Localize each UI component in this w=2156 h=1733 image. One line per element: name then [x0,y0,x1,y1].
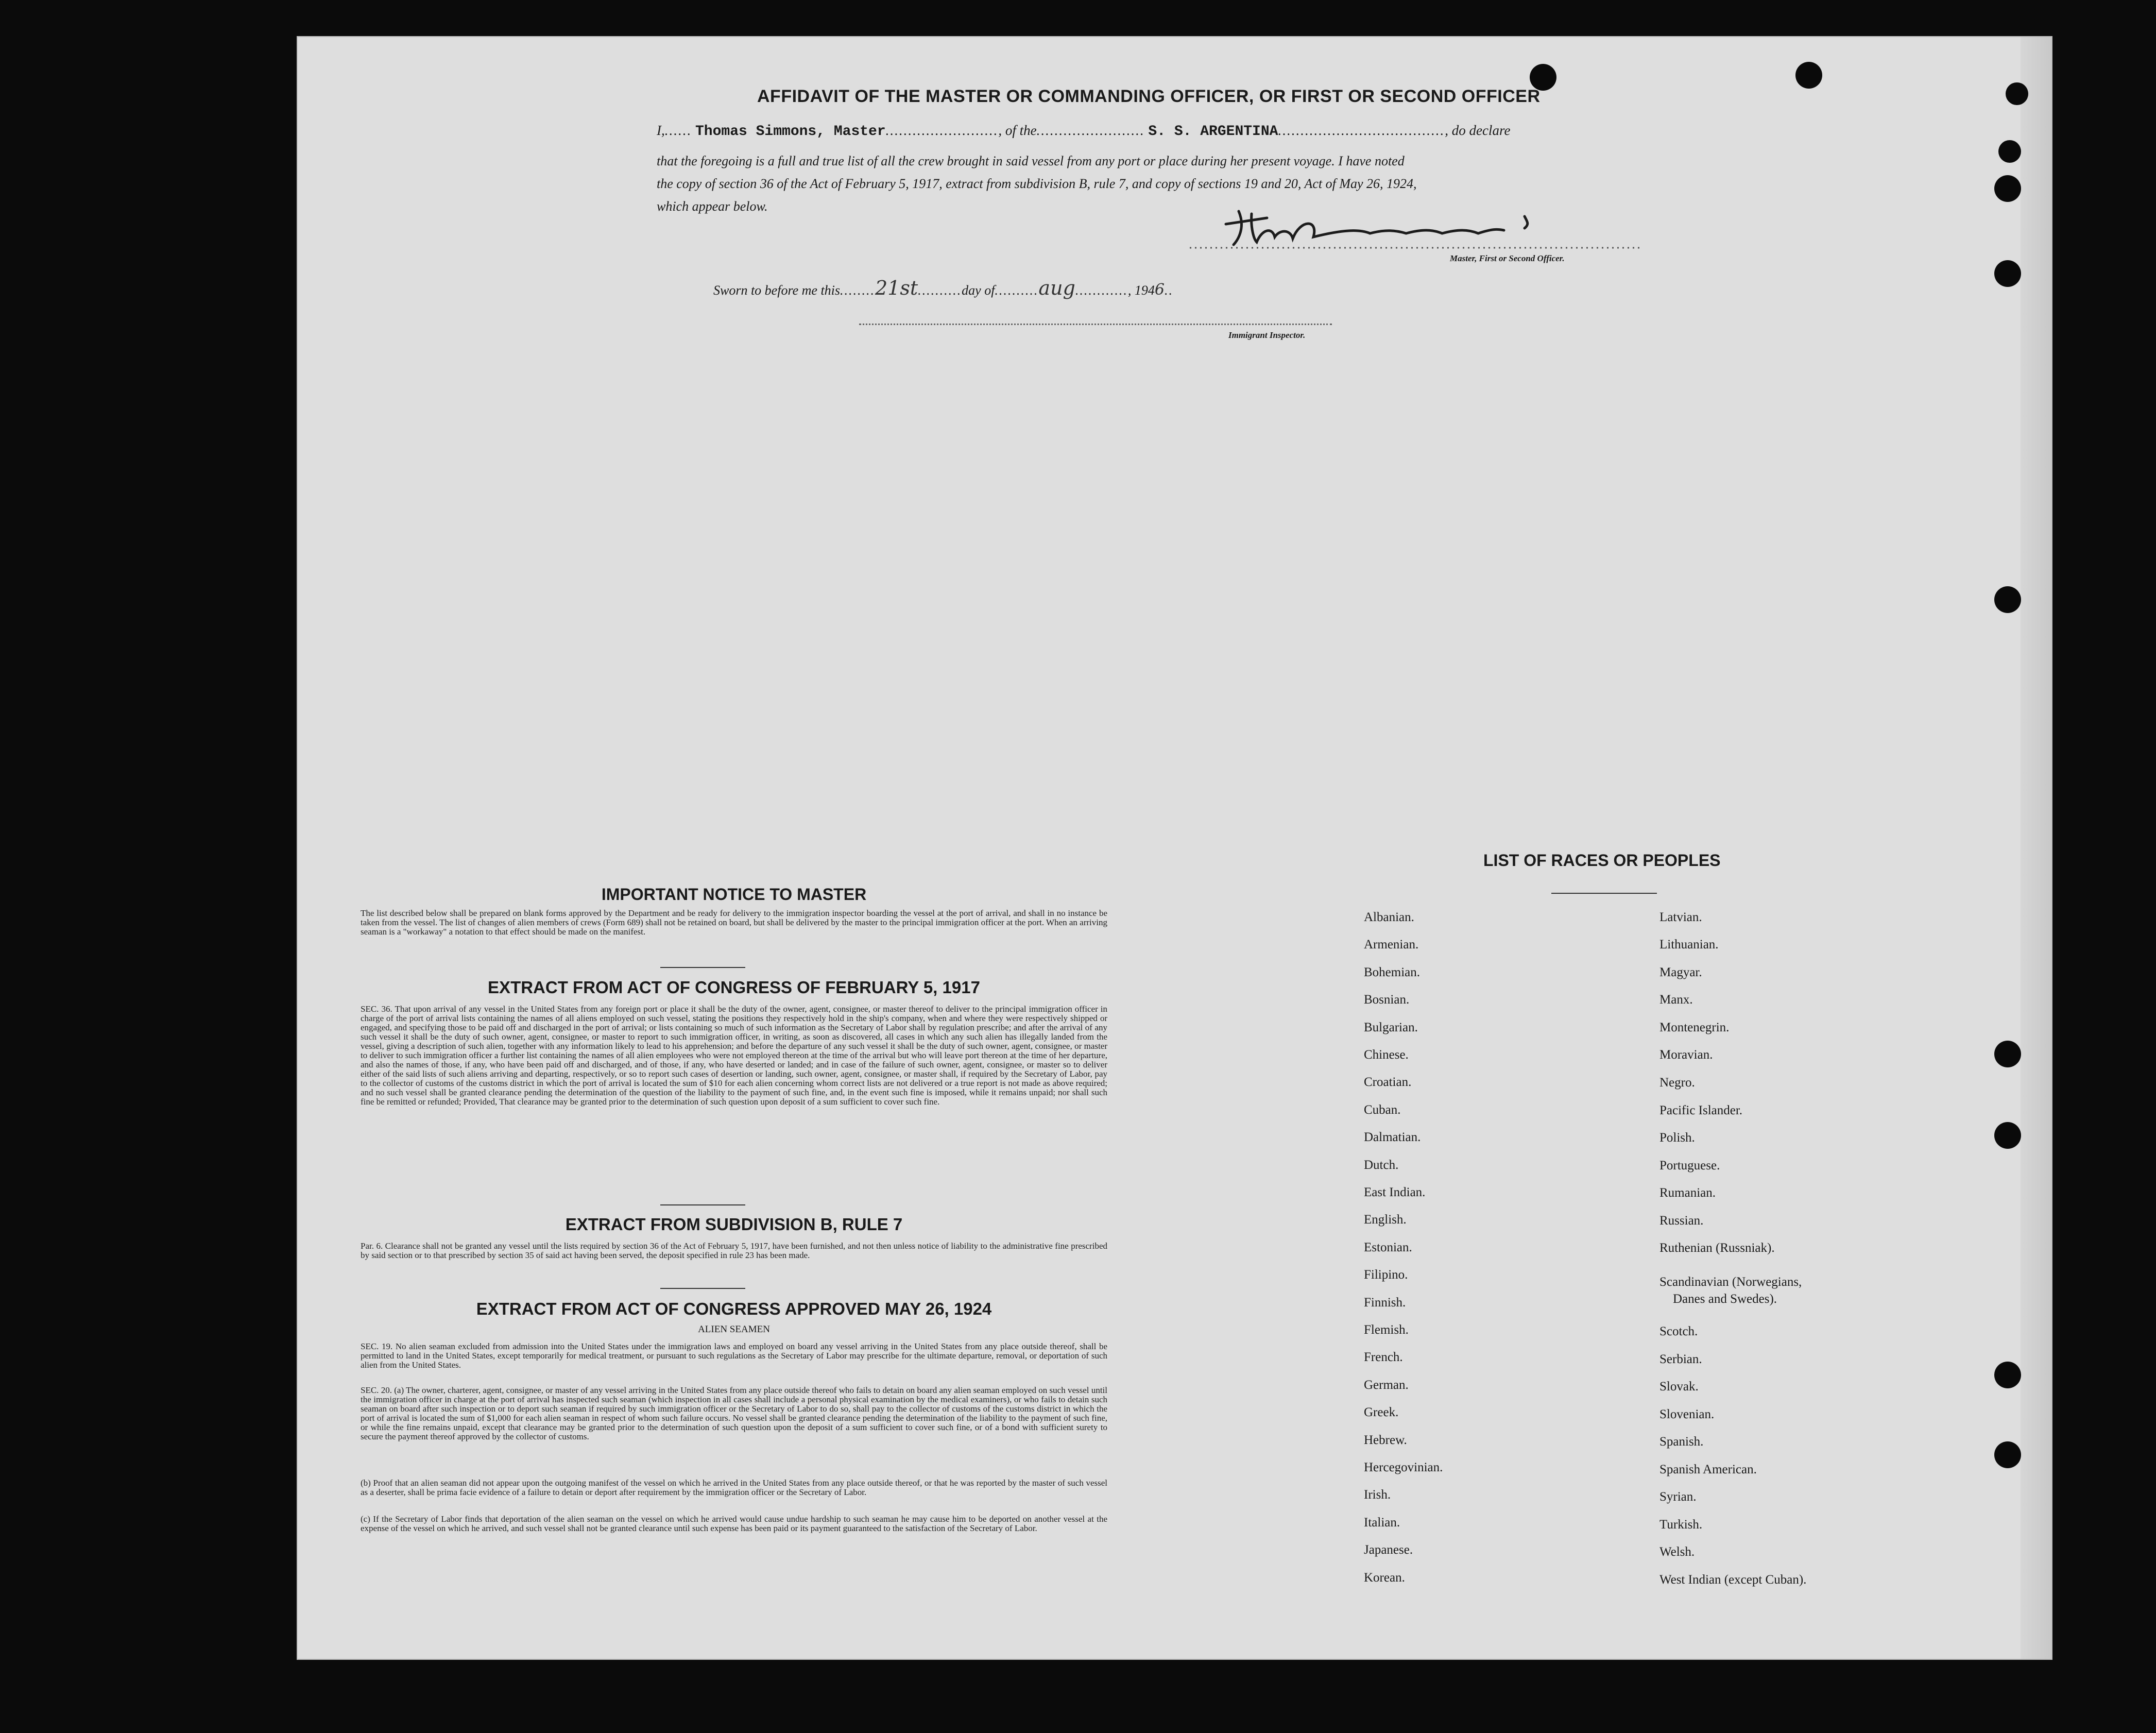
race-item: Hebrew. [1364,1433,1407,1447]
race-item: Albanian. [1364,910,1414,924]
race-item: Bulgarian. [1364,1020,1418,1034]
race-item: Dutch. [1364,1158,1399,1172]
dotted-leader: .......... [995,283,1039,298]
dotted-leader: ......................... [885,123,999,138]
punch-hole [1994,1441,2021,1468]
affidavit-body-line-3: which appear below. [657,199,768,214]
sworn-month: aug [1038,277,1075,299]
race-item: Turkish. [1659,1518,1703,1532]
dotted-leader: ........ [840,283,876,298]
notice-title: IMPORTANT NOTICE TO MASTER [601,885,867,904]
race-item: Chinese. [1364,1048,1409,1062]
race-item: Scotch. [1659,1324,1698,1338]
notice-text: The list described below shall be prepared on blank forms approved by the Department and be ready for delivery to the immigration inspector boarding the vessel at the port of arrival, and shall in no instance be taken from the vessel. The list of changes of alien members of crews (Form 689) shall not be retained on board, but shall be delivered by the master to the principal immigration officer at the port. When an arriving seaman is a "workaway" a notation to that effect should be made on the manifest. [361,908,1107,937]
punch-hole [1994,586,2021,613]
extract-1924-subtitle: ALIEN SEAMEN [698,1324,770,1335]
extract-1924-title: EXTRACT FROM ACT OF CONGRESS APPROVED MAY 26, 1924 [476,1299,992,1318]
race-item: Welsh. [1659,1545,1695,1559]
extract-1924-sec20c: (c) If the Secretary of Labor finds that deportation of the alien seaman on the vessel on which he arrived would cause undue hardship to such seaman he may cause him to be deported on another vessel at the expense of the vessel on which he arrived, and such vessel shall not be granted clearance until such expense has been paid or its payment guaranteed to the satisfaction of the Secretary of Labor. [361,1514,1107,1533]
race-item: Filipino. [1364,1268,1408,1282]
extract-1924-sec20b: (b) Proof that an alien seaman did not appear upon the outgoing manifest of the vessel on which he arrived in the United States from any place outside thereof, or that he was reported by the master of such vessel as a deserter, shall be prima facie evidence of a failure to detain or deport after requirement by the immigration officer or the Secretary of Labor. [361,1478,1107,1497]
races-title: LIST OF RACES OR PEOPLES [1483,851,1721,870]
affidavit-declaration-line [657,123,1510,140]
race-item: Greek. [1364,1405,1399,1420]
affidavit-title: AFFIDAVIT OF THE MASTER OR COMMANDING OFFICER, OR FIRST OR SECOND OFFICER [757,87,1541,106]
extract-1917-text: SEC. 36. That upon arrival of any vessel in the United States from any foreign port or place it shall be the duty of the owner, agent, consignee, or master thereof to deliver to the principal immigration officer in charge of the port of arrival lists containing the names of all aliens employed on such vessel, stating the positions they respectively hold in the ship's company, when and where they were respectively shipped or engaged, and specifying those to be paid off and discharged in the port of arrival; or lists containing so much of such information as the Secretary of Labor shall by regulation prescribe; and after the arrival of any such vessel it shall be the duty of such owner, agent, consignee, or master to report to such immigration officer, in writing, as soon as discovered, all cases in which any such alien has illegally landed from the vessel, giving a description of such alien, together with any information likely to lead to his apprehension; and before the departure of any such vessel it shall be the duty of such owner, agent, consignee, or master to deliver to such immigration officer a further list containing the names of all alien employees who were not employed thereon at the time of the arrival but who will leave port thereon at the time of her departure, and also the names of those, if any, who have been paid off and discharged, and of those, if any, who have deserted or landed; and in case of the failure of such owner, agent, consignee, or master so to deliver either of the said lists of such aliens arriving and departing, respectively, or so to report such cases of desertion or landing, such owner, agent, consignee, or master shall, if required by the Secretary of Labor, pay to the collector of customs of the customs district in which the port of arrival is located the sum of $10 for each alien concerning whom correct lists are not delivered or a true report is not made as above required; and no such vessel shall be granted clearance pending the determination of the question of the liability to the payment of such fine, and, in the event such fine is imposed, while it remains unpaid; nor shall such fine be remitted or refunded; Provided, That clearance may be granted prior to the determination of such question upon deposit of a sum sufficient to cover such fine. [361,1004,1107,1107]
race-item: Cuban. [1364,1102,1401,1117]
race-item: Spanish. [1659,1435,1704,1449]
race-item: Montenegrin. [1659,1021,1730,1034]
race-item: Finnish. [1364,1295,1406,1310]
dotted-leader: .......... [918,283,962,298]
inspector-signature-line [859,324,1332,325]
vessel-name-field: S. S. ARGENTINA [1148,124,1278,140]
race-item: Moravian. [1659,1048,1713,1062]
dotted-leader: ...... [664,123,692,138]
do-declare-label: , do declare [1445,123,1511,138]
sworn-year-prefix: , 194 [1127,283,1155,298]
race-item: Hercegovinian. [1364,1460,1443,1474]
race-item: Slovak. [1659,1380,1699,1394]
race-item: East Indian. [1364,1185,1426,1199]
extract-1917-title: EXTRACT FROM ACT OF CONGRESS OF FEBRUARY 5, 1917 [488,978,980,997]
race-item: Spanish American. [1659,1463,1757,1476]
section-divider [660,1204,745,1205]
punch-hole [1998,140,2021,163]
dotted-leader: ........................ [1036,123,1145,138]
punch-hole [2006,82,2028,105]
race-item: Pacific Islander. [1659,1103,1743,1117]
of-the-label: , of the [998,123,1037,138]
race-item: Manx. [1659,993,1693,1007]
race-item: Croatian. [1364,1075,1412,1090]
race-item: Polish. [1659,1131,1695,1145]
punch-hole [1994,1122,2021,1149]
race-item: Korean. [1364,1570,1405,1585]
race-item: Portuguese. [1659,1159,1720,1173]
race-item: Italian. [1364,1515,1400,1530]
race-item: French. [1364,1350,1403,1365]
punch-hole [1994,1041,2021,1067]
race-item: Bohemian. [1364,965,1421,979]
race-item: Latvian. [1659,910,1702,924]
extract-1924-sec20a: SEC. 20. (a) The owner, charterer, agent, consignee, or master of any vessel arriving in the United States from any place outside thereof who fails to detain on board any alien seaman employed on such vessel until the immigration officer in charge at the port of arrival has inspected such seaman (which inspection in all cases shall include a personal physical examination by the medical examiners), or who fails to detain such seaman on board after such inspection or to deport such seaman if required by such immigration officer or the Secretary of Labor to do so, shall pay to the collector of customs of the customs district in which the port of arrival is located the sum of $1,000 for each alien seaman in respect of whom such failure occurs. No vessel shall be granted clearance pending the determination of the liability to the payment of such fine, or while the fine remains unpaid, except that clearance may be granted prior to the determination of such question upon the deposit of a sum sufficient to cover such fine, or of a bond with sufficient surety to secure the payment thereof approved by the collector of customs. [361,1385,1107,1441]
sworn-prefix: Sworn to before me this [713,283,841,298]
punch-hole [1795,62,1822,89]
race-item: Dalmatian. [1364,1130,1421,1145]
race-item: Russian. [1659,1214,1704,1228]
race-item: Armenian. [1364,938,1419,952]
race-item: Magyar. [1659,965,1702,979]
race-item: Serbian. [1659,1352,1702,1366]
race-item: Rumanian. [1659,1186,1716,1200]
race-item: English. [1364,1213,1407,1227]
section-divider [660,967,745,968]
punch-hole [1994,175,2021,202]
master-signature [1190,198,1643,252]
extract-rule7-text: Par. 6. Clearance shall not be granted any vessel until the lists required by section 36 of the Act of February 5, 1917, have been furnished, and not then unless notice of liability to the administrative fine prescribed by said section or to that prescribed by section 35 of said act having been served, the deposit specified in rule 23 has been made. [361,1241,1107,1260]
race-item: Danes and Swedes). [1673,1292,1777,1306]
race-item: Irish. [1364,1488,1391,1502]
declaration-prefix: I, [657,123,665,138]
race-item: West Indian (except Cuban). [1659,1573,1807,1587]
dotted-leader: .. [1164,283,1173,298]
sworn-line [713,277,1173,299]
race-item: Negro. [1659,1076,1695,1090]
extract-1924-sec19: SEC. 19. No alien seaman excluded from admission into the United States under the immigration laws and employed on board any vessel arriving in the United States from any place outside thereof, shall be permitted to land in the United States, except temporarily for medical treatment, or pursuant to such regulations as the Secretary of Labor may prescribe for the ultimate departure, removal, or deportation of such alien from the United States. [361,1341,1107,1370]
page-edge-shadow [2021,37,2051,1659]
affidavit-body-line-2: the copy of section 36 of the Act of February 5, 1917, extract from subdivision B, rule 7, and copy of sections 19 and 20, Act of May 26, 1924, [657,176,1417,191]
master-caption: Master, First or Second Officer. [1450,253,1565,263]
affidavit-body-line-1: that the foregoing is a full and true list of all the crew brought in said vessel from any port or place during her present voyage. I have noted [657,154,1405,168]
day-of-label: day of [962,283,995,298]
dotted-leader: ..................................... [1278,123,1445,138]
inspector-caption: Immigrant Inspector. [1228,330,1306,340]
dotted-leader: ............ [1075,283,1128,298]
punch-hole [1994,1362,2021,1388]
race-item: Flemish. [1364,1323,1409,1337]
punch-hole [1994,260,2021,287]
race-item: Estonian. [1364,1240,1412,1254]
sworn-day: 21st [875,277,918,299]
races-divider [1551,893,1657,894]
section-divider [660,1288,745,1289]
race-item: German. [1364,1378,1409,1392]
race-item: Bosnian. [1364,993,1410,1007]
race-item: Syrian. [1659,1490,1697,1504]
race-item: Scandinavian (Norwegians, [1659,1275,1802,1289]
race-item: Japanese. [1364,1543,1413,1557]
race-item: Lithuanian. [1659,938,1719,952]
extract-rule7-title: EXTRACT FROM SUBDIVISION B, RULE 7 [565,1215,903,1234]
sworn-year-digit: 6 [1154,281,1165,299]
race-item: Ruthenian (Russniak). [1659,1241,1775,1255]
master-name-field: Thomas Simmons, Master [695,124,886,140]
race-item: Slovenian. [1659,1407,1715,1421]
